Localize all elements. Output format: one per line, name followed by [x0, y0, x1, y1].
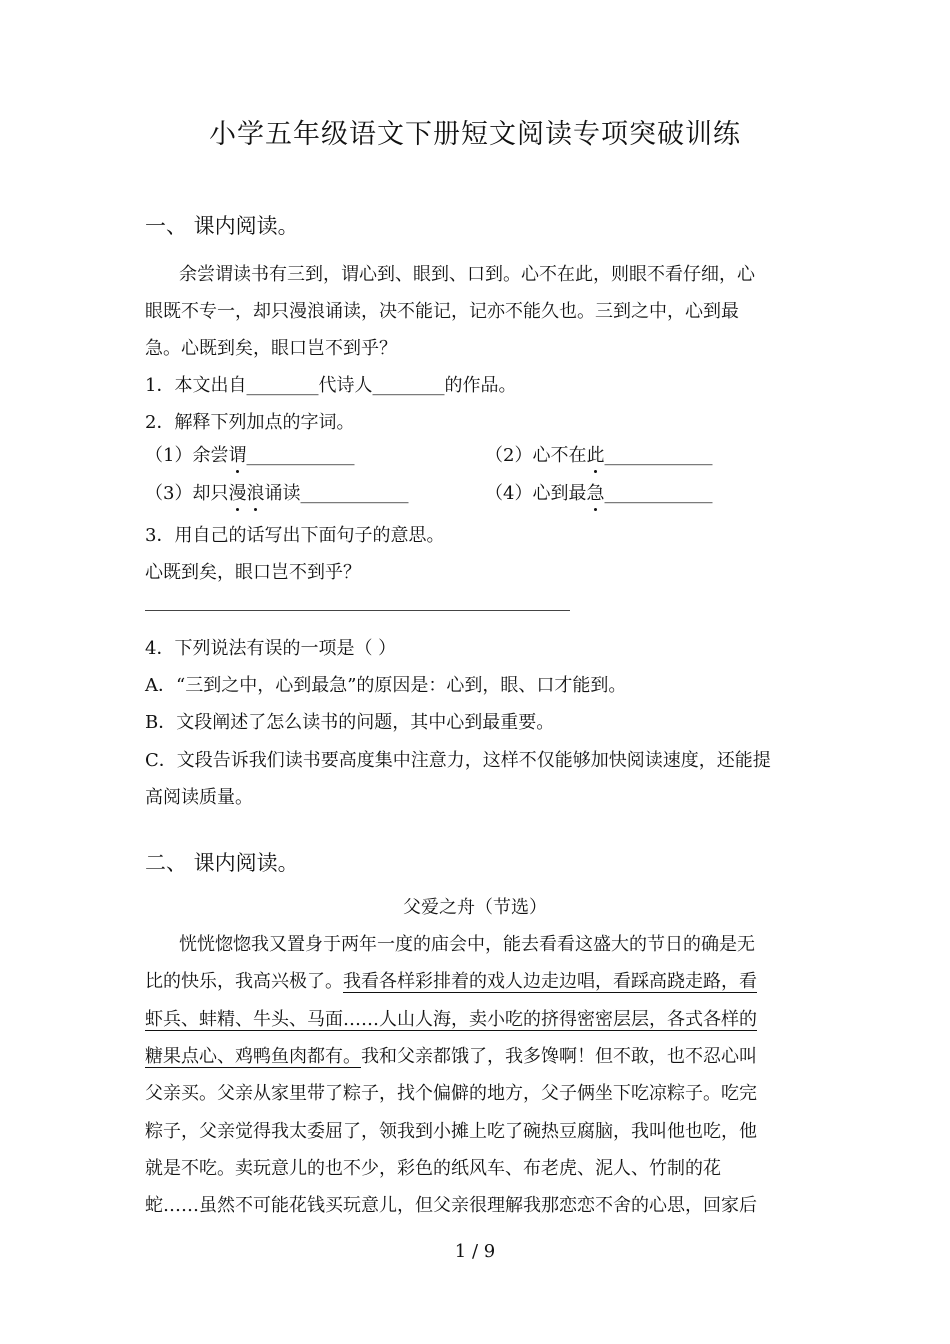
passage-line: 蛇……虽然不可能花钱买玩意儿，但父亲很理解我那恋恋不舍的心思，回家后	[145, 1195, 757, 1216]
dotted-char: 漫	[228, 479, 246, 505]
passage-title: 父爱之舟（节选）	[403, 897, 547, 918]
q2-item-1	[145, 441, 354, 467]
option-c: C．文段告诉我们读书要高度集中注意力，这样不仅能够加快阅读速度，还能提	[145, 750, 771, 771]
page-number: 1 / 9	[454, 1241, 496, 1262]
passage-line: 急。心既到矣，眼口岂不到乎？	[145, 338, 397, 359]
q2-item-prefix: （4）心到最	[485, 483, 587, 504]
answer-blank: ____________	[604, 483, 713, 504]
section-heading: 一、 课内阅读。	[145, 214, 299, 238]
question-1: 1．本文出自________代诗人________的作品。	[145, 375, 517, 396]
passage-line	[145, 1005, 757, 1031]
dotted-char: 谓	[228, 441, 246, 467]
dotted-char: 浪	[246, 479, 264, 505]
q2-item-3	[145, 479, 408, 505]
document-title: 小学五年级语文下册短文阅读专项突破训练	[209, 119, 741, 150]
q2-item-prefix: （2）心不在	[485, 445, 587, 466]
dotted-char: 此	[586, 441, 604, 467]
dotted-char: 急	[586, 479, 604, 505]
question-4: 4．下列说法有误的一项是（ ）	[145, 638, 397, 659]
q2-item-2	[485, 441, 712, 467]
q2-item-prefix: （3）却只	[145, 483, 229, 504]
answer-blank: ____________	[604, 445, 713, 466]
passage-line: 恍恍惚惚我又置身于两年一度的庙会中，能去看看这盛大的节日的确是无	[179, 934, 755, 955]
passage-line: 眼既不专一，却只漫浪诵读，决不能记，记亦不能久也。三到之中，心到最	[145, 301, 739, 322]
passage-line	[145, 967, 757, 993]
text-span: 比的快乐，我高兴极了。	[145, 971, 343, 992]
option-b: B．文段阐述了怎么读书的问题，其中心到最重要。	[145, 712, 555, 733]
option-a: A．“三到之中，心到最急”的原因是：心到，眼、口才能到。	[145, 675, 627, 696]
underlined-text: 我看各样彩排着的戏人边走边唱，看踩高跷走路，看	[343, 971, 757, 992]
answer-blank: ____________	[246, 445, 355, 466]
passage-line	[145, 1042, 757, 1068]
answer-blank: 诵读____________	[264, 483, 409, 504]
q2-item-4	[485, 479, 712, 505]
q2-item-prefix: （1）余尝	[145, 445, 229, 466]
option-c-cont: 高阅读质量。	[145, 787, 253, 808]
section-heading: 二、 课内阅读。	[145, 851, 299, 875]
question-2: 2．解释下列加点的字词。	[145, 412, 355, 433]
passage-line: 粽子，父亲觉得我太委屈了，领我到小摊上吃了碗热豆腐脑，我叫他也吃，他	[145, 1121, 757, 1142]
question-3-sentence: 心既到矣，眼口岂不到乎？	[145, 562, 361, 583]
passage-line: 余尝谓读书有三到，谓心到、眼到、口到。心不在此，则眼不看仔细，心	[179, 264, 755, 285]
text-span: 我和父亲都饿了，我多馋啊！但不敢，也不忍心叫	[361, 1046, 757, 1067]
passage-line: 父亲买。父亲从家里带了粽子，找个偏僻的地方，父子俩坐下吃凉粽子。吃完	[145, 1083, 757, 1104]
passage-line: 就是不吃。卖玩意儿的也不少，彩色的纸风车、布老虎、泥人、竹制的花	[145, 1158, 721, 1179]
underlined-text: 虾兵、蚌精、牛头、马面……人山人海，卖小吃的挤得密密层层，各式各样的	[145, 1009, 757, 1030]
question-3: 3．用自己的话写出下面句子的意思。	[145, 525, 445, 546]
answer-line	[145, 610, 570, 611]
underlined-text: 糖果点心、鸡鸭鱼肉都有。	[145, 1046, 361, 1067]
